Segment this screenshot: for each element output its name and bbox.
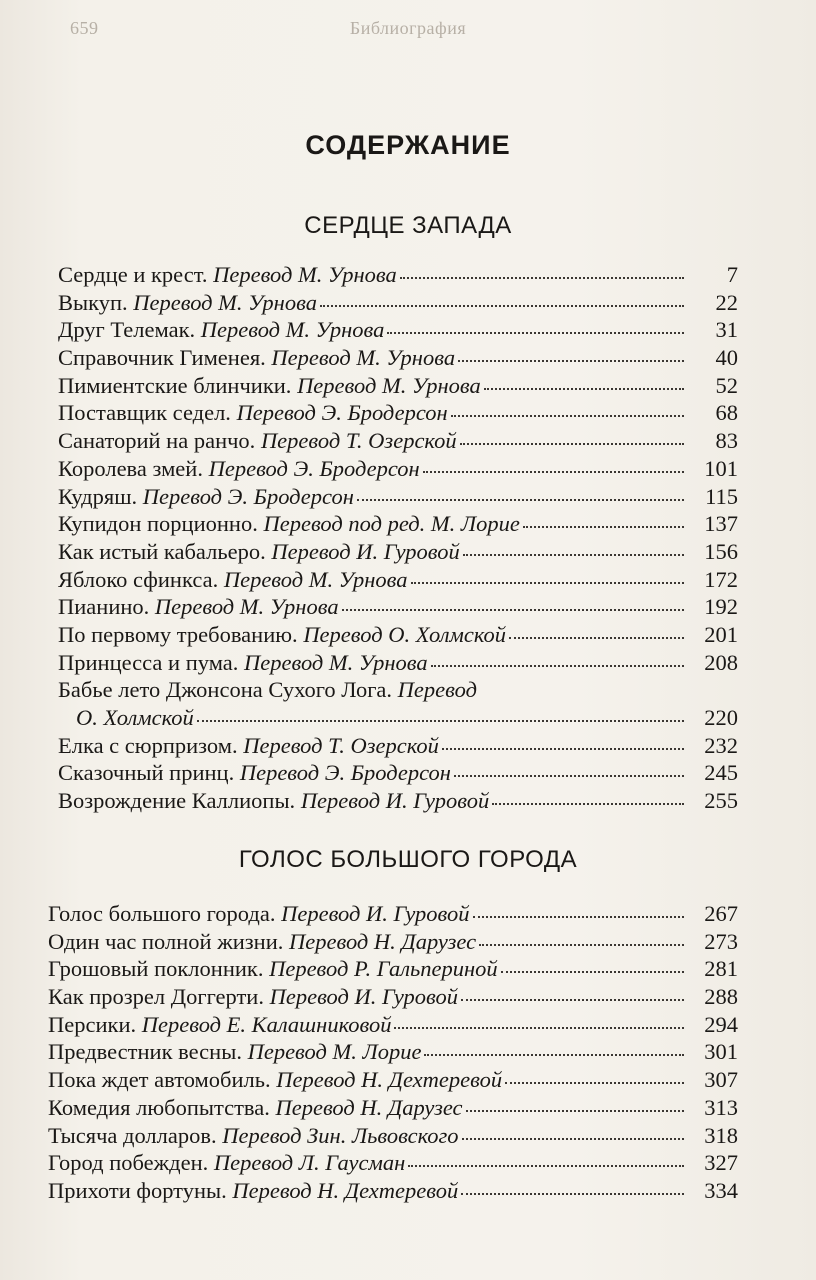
toc-entry-page: 101 <box>704 455 738 481</box>
toc-entry-page: 313 <box>704 1094 738 1120</box>
toc-entry[interactable] <box>48 955 738 983</box>
toc-entry[interactable] <box>58 649 738 677</box>
toc-entry-title: Тысяча долларов. <box>48 1122 217 1148</box>
toc-entry-translator: Перевод Е. Калашниковой <box>141 1011 392 1037</box>
dot-leader <box>451 415 684 417</box>
toc-entry[interactable] <box>58 399 738 427</box>
toc-entry-title: Пимиентские блинчики. <box>58 372 292 398</box>
toc-entry-page: 137 <box>704 511 738 537</box>
dot-leader <box>460 443 684 445</box>
toc-entry[interactable] <box>58 372 738 400</box>
toc-entry-page: 201 <box>704 621 738 647</box>
toc-entry-title: Пианино. <box>58 594 150 620</box>
running-head-page-number: 659 <box>70 18 99 38</box>
toc-entry-page: 115 <box>705 483 738 509</box>
toc-entry-translator: Перевод М. Урнова <box>244 649 428 675</box>
toc-entry-title: Бабье лето Джонсона Сухого Лога. <box>58 677 393 703</box>
toc-entry-page: 255 <box>704 788 738 814</box>
toc-entry-translator: Перевод Н. Дехтеревой <box>232 1177 459 1203</box>
toc-entry[interactable] <box>58 289 738 317</box>
toc-entry-title: Купидон порционно. <box>58 511 258 537</box>
dot-leader <box>458 360 684 362</box>
toc-entry[interactable] <box>48 1066 738 1094</box>
toc-entry-page: 68 <box>715 400 738 426</box>
toc-entry[interactable] <box>58 676 738 731</box>
toc-entry[interactable] <box>58 261 738 289</box>
toc-entry-translator: Перевод М. Урнова <box>154 594 339 620</box>
toc-entry-translator: Перевод под ред. М. Лорие <box>263 511 520 537</box>
page-title: СОДЕРЖАНИЕ <box>305 130 511 160</box>
toc-entry[interactable] <box>58 316 738 344</box>
dot-leader <box>461 1193 684 1195</box>
toc-entry-page: 288 <box>704 984 738 1010</box>
toc-entry[interactable] <box>48 1177 738 1205</box>
toc-entry-page: 267 <box>704 901 738 926</box>
toc-entry-title: Прихоти фортуны. <box>48 1177 227 1203</box>
toc-entry-page: 220 <box>704 705 738 730</box>
toc-entry-translator: Перевод Н. Дарузес <box>275 1094 463 1120</box>
toc-entry-translator: Перевод И. Гуровой <box>281 901 470 926</box>
toc-entry[interactable] <box>58 510 738 538</box>
toc-entry-title: Санаторий на ранчо. <box>58 428 256 454</box>
section-title-voice-of-city: ГОЛОС БОЛЬШОГО ГОРОДА <box>238 846 578 873</box>
toc-entry[interactable] <box>58 759 738 787</box>
dot-leader <box>509 637 684 639</box>
dot-leader <box>463 554 684 556</box>
dot-leader <box>400 277 684 279</box>
toc-entry-translator: Перевод М. Урнова <box>200 317 385 343</box>
toc-entry-translator-part1: Перевод <box>397 677 477 703</box>
toc-entry-translator: Перевод М. Урнова <box>271 345 456 371</box>
toc-entry-translator: Перевод М. Урнова <box>133 289 317 315</box>
toc-entry-page: 156 <box>704 538 738 564</box>
toc-entry-page: 334 <box>704 1177 738 1203</box>
toc-entry-page: 22 <box>715 289 738 315</box>
toc-entry[interactable] <box>48 1149 738 1177</box>
toc-entry-page: 245 <box>704 760 738 786</box>
toc-entry[interactable] <box>48 1122 738 1150</box>
toc-entry-page: 83 <box>715 428 738 454</box>
toc-entry-title: Один час полной жизни. <box>48 928 284 954</box>
toc-entry-page: 273 <box>704 928 738 954</box>
toc-entry-page: 40 <box>715 345 738 371</box>
toc-entry-translator: Перевод Л. Гаусман <box>213 1150 406 1176</box>
toc-entry-page: 52 <box>715 372 738 398</box>
dot-leader <box>357 499 684 501</box>
toc-entry-translator: Перевод Э. Бродерсон <box>142 483 354 509</box>
toc-entry-translator: Перевод М. Урнова <box>297 372 481 398</box>
toc-entry-title: Город побежден. <box>48 1150 209 1176</box>
dot-leader <box>479 944 684 946</box>
dot-leader <box>442 748 684 750</box>
toc-entry-title: Выкуп. <box>58 289 128 315</box>
toc-entry[interactable] <box>48 900 738 928</box>
toc-entry-page: 281 <box>704 956 738 982</box>
toc-entry[interactable] <box>48 983 738 1011</box>
toc-entry[interactable] <box>58 538 738 566</box>
toc-entry[interactable] <box>58 787 738 815</box>
dot-leader <box>320 305 684 307</box>
section-title-heart-of-west: СЕРДЦЕ ЗАПАДА <box>304 212 512 239</box>
toc-entry[interactable] <box>58 483 738 511</box>
toc-entry-title: Персики. <box>48 1011 137 1037</box>
toc-entry[interactable] <box>58 593 738 621</box>
toc-entry-title: Елка с сюрпризом. <box>58 732 238 758</box>
toc-entry-translator: Перевод Т. Озерской <box>243 732 439 758</box>
toc-entry-translator: Перевод Р. Гальпериной <box>269 956 498 982</box>
toc-entry-page: 294 <box>704 1011 738 1037</box>
dot-leader <box>423 471 684 473</box>
toc-entry-translator: Перевод М. Урнова <box>213 262 397 287</box>
dot-leader <box>408 1165 684 1167</box>
toc-entry-translator-part2: О. Холмской <box>76 705 194 730</box>
toc-entry-title: Справочник Гименея. <box>58 345 266 371</box>
running-head-text: Библиография <box>349 18 467 38</box>
toc-entry-page: 232 <box>704 732 738 758</box>
toc-entry-translator: Перевод Н. Дехтеревой <box>276 1067 503 1093</box>
toc-entry-title: Как истый кабальеро. <box>58 538 266 564</box>
toc-entry[interactable] <box>48 1038 738 1066</box>
toc-entry-page: 301 <box>704 1039 738 1065</box>
toc-entry-title: Яблоко сфинкса. <box>58 566 219 592</box>
toc-entry-translator: Перевод Зин. Львовского <box>222 1122 459 1148</box>
toc-entry-title: Сказочный принц. <box>58 760 235 786</box>
dot-leader <box>492 803 684 805</box>
toc-entry-page: 327 <box>704 1150 738 1176</box>
toc-entry-translator: Перевод Т. Озерской <box>260 428 457 454</box>
toc-entry[interactable] <box>48 928 738 956</box>
toc-entry-translator: Перевод Э. Бродерсон <box>208 455 420 481</box>
dot-leader <box>454 775 684 777</box>
toc-entry-translator: Перевод И. Гуровой <box>269 984 459 1010</box>
dot-leader <box>462 1138 684 1140</box>
toc-entry-translator: Перевод О. Холмской <box>303 621 507 647</box>
toc-entry-title: Друг Телемак. <box>58 317 196 343</box>
toc-entry-page: 208 <box>704 649 738 675</box>
toc-entry-page: 307 <box>704 1067 738 1093</box>
toc-entry-title: Поставщик седел. <box>58 400 231 426</box>
dot-leader <box>431 665 684 667</box>
toc-list-heart-of-west <box>58 261 738 815</box>
toc-entry-title: Сердце и крест. <box>58 262 208 287</box>
toc-entry-translator: Перевод М. Лорие <box>247 1039 422 1065</box>
toc-entry-translator: Перевод Э. Бродерсон <box>236 400 448 426</box>
toc-entry-translator: Перевод И. Гуровой <box>300 788 490 814</box>
toc-entry-title: Комедия любопытства. <box>48 1094 270 1120</box>
dot-leader <box>523 526 684 528</box>
toc-entry-page: 192 <box>704 594 738 620</box>
toc-entry-page: 31 <box>715 317 738 343</box>
toc-entry-translator: Перевод Н. Дарузес <box>289 928 477 954</box>
toc-entry[interactable] <box>58 344 738 372</box>
toc-entry-title: Принцесса и пума. <box>58 649 239 675</box>
dot-leader <box>484 388 684 390</box>
dot-leader <box>394 1027 684 1029</box>
dot-leader <box>501 971 684 973</box>
dot-leader <box>461 999 684 1001</box>
toc-entry-title: Предвестник весны. <box>48 1039 242 1065</box>
toc-entry-title: По первому требованию. <box>58 621 298 647</box>
toc-entry[interactable] <box>58 621 738 649</box>
toc-entry-title: Возрождение Каллиопы. <box>58 788 296 814</box>
running-head <box>0 18 816 39</box>
toc-entry[interactable] <box>48 1011 738 1039</box>
toc-entry[interactable] <box>48 1094 738 1122</box>
toc-entry-page: 7 <box>726 262 738 287</box>
dot-leader <box>342 609 684 611</box>
toc-entry-title: Голос большого города. <box>48 901 276 926</box>
toc-entry[interactable] <box>58 455 738 483</box>
dot-leader <box>387 332 684 334</box>
toc-entry[interactable] <box>58 427 738 455</box>
toc-entry-title: Как прозрел Доггерти. <box>48 984 264 1010</box>
toc-entry-title: Грошовый поклонник. <box>48 956 264 982</box>
toc-entry[interactable] <box>58 566 738 594</box>
toc-entry-page: 172 <box>704 566 738 592</box>
toc-list-voice-of-city <box>48 900 738 1205</box>
dot-leader <box>424 1054 684 1056</box>
toc-entry-title: Пока ждет автомобиль. <box>48 1067 271 1093</box>
toc-entry-translator: Перевод И. Гуровой <box>271 538 460 564</box>
dot-leader <box>505 1082 684 1084</box>
toc-entry-title: Королева змей. <box>58 455 203 481</box>
toc-entry[interactable] <box>58 732 738 760</box>
toc-entry-page: 318 <box>704 1122 738 1148</box>
toc-entry-translator: Перевод Э. Бродерсон <box>239 760 451 786</box>
dot-leader <box>411 582 685 584</box>
toc-entry-translator: Перевод М. Урнова <box>223 566 408 592</box>
dot-leader <box>466 1110 684 1112</box>
toc-entry-title: Кудряш. <box>58 483 138 509</box>
dot-leader <box>197 720 684 722</box>
dot-leader <box>473 916 684 918</box>
